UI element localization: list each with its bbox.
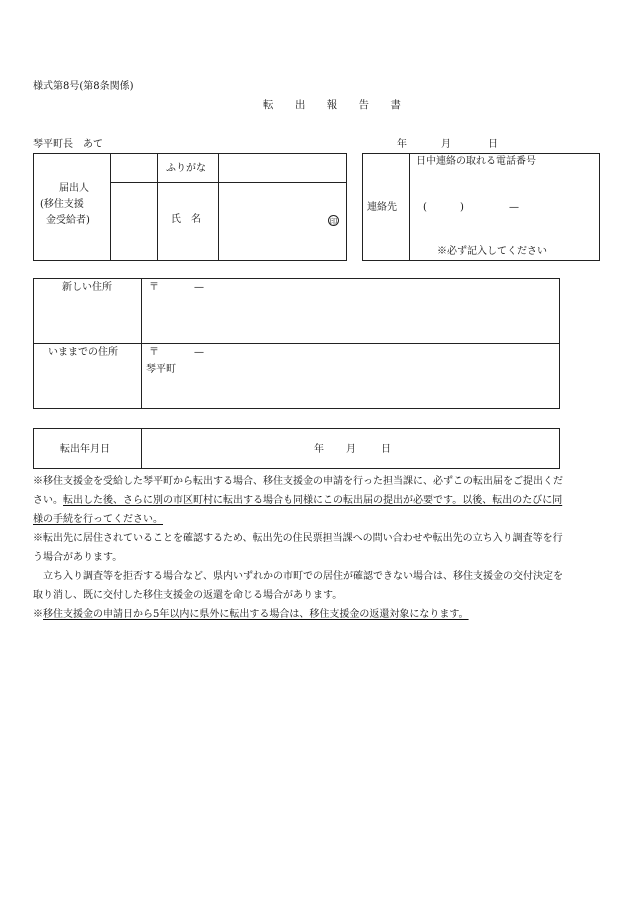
- contact-label: 連絡先: [367, 202, 397, 213]
- old-address-postal-mark: 〒: [149, 347, 159, 358]
- new-address-postal-dash: —: [194, 282, 204, 293]
- page-title: 転 出 報 告 書: [263, 99, 410, 111]
- old-address-town: 琴平町: [146, 364, 176, 375]
- furigana-label: ふりがな: [166, 163, 206, 174]
- move-date-table: [33, 428, 560, 469]
- applicant-divider-3: [218, 153, 219, 261]
- seal-mark: 印: [329, 217, 338, 226]
- move-date-divider: [141, 428, 142, 469]
- applicant-label-line3: 金受給者): [46, 215, 90, 226]
- date-header-year: 年: [397, 139, 407, 150]
- note-paragraph-2: ※転出先に居住されていることを確認するため、転出先の住民票担当課への問い合わせや転出先の立ち入り調査等を行う場合があります。: [33, 533, 563, 563]
- move-date-month: 月: [346, 444, 356, 455]
- applicant-label-line1: 届出人: [59, 183, 89, 194]
- applicant-divider-1: [110, 153, 111, 261]
- old-address-label: いままでの住所: [48, 347, 118, 358]
- contact-divider: [409, 153, 410, 261]
- note-1-underlined: 転出した後、さらに別の市区町村に転出する場合も同様にこの転出届の提出が必要です。以後、転出のたびに同様の手続を行ってください。: [33, 495, 563, 525]
- phone-close-paren: ): [460, 202, 464, 213]
- note-paragraph-3: 立ち入り調査等を拒否する場合など、県内いずれかの市町での居住が確認できない場合は、移住支援金の交付決定を取り消し、既に交付した移住支援金の返還を命じる場合があります。: [33, 571, 563, 601]
- address-row-divider: [33, 343, 560, 344]
- form-number: 様式第8号(第8条関係): [33, 81, 134, 92]
- move-date-day: 日: [381, 444, 391, 455]
- date-header-month: 月: [441, 139, 451, 150]
- furigana-row-divider: [110, 182, 347, 183]
- move-date-label: 転出年月日: [60, 444, 110, 455]
- move-date-year: 年: [314, 444, 324, 455]
- addressee: 琴平町長 あて: [33, 139, 103, 150]
- phone-open-paren: (: [423, 202, 427, 213]
- note-paragraph-4: [33, 605, 567, 624]
- note-4-mark: ※: [33, 609, 43, 620]
- contact-box: [362, 153, 600, 261]
- phone-dash: —: [509, 202, 519, 213]
- new-address-postal-mark: 〒: [149, 282, 159, 293]
- note-paragraph-1: [33, 472, 567, 529]
- required-note: ※必ず記入してください: [437, 246, 547, 257]
- new-address-label: 新しい住所: [62, 282, 112, 293]
- applicant-label-line2: (移住支援: [40, 199, 84, 210]
- note-1-text: ※移住支援金を受給した琴平町から転出する場合、移住支援金の申請を行った担当課に、必ずこの転出届をご提出ください。: [33, 476, 563, 506]
- date-header-day: 日: [488, 139, 498, 150]
- applicant-divider-2: [157, 153, 158, 261]
- note-4-underlined: 移住支援金の申請日から5年以内に県外に転出する場合は、移住支援金の返還対象になります。: [43, 609, 469, 620]
- old-address-postal-dash: —: [194, 347, 204, 358]
- phone-label: 日中連絡の取れる電話番号: [416, 156, 536, 167]
- name-label: 氏 名: [171, 214, 201, 225]
